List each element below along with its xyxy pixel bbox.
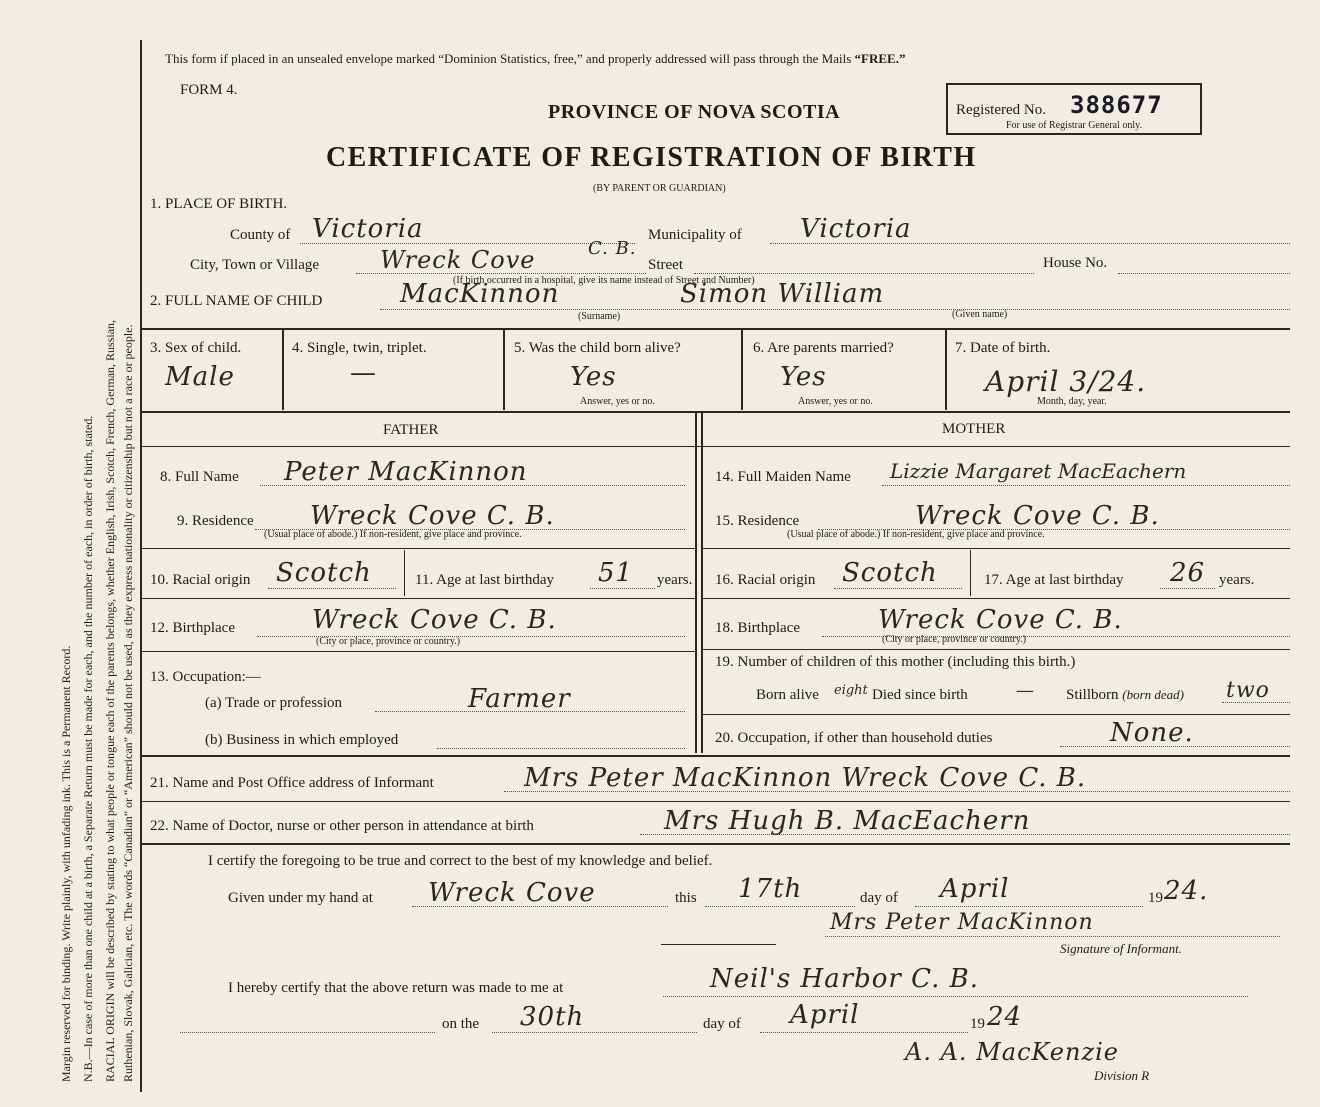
municipality-value: Victoria [800, 214, 912, 244]
house-line [1118, 273, 1290, 274]
margin-rule [140, 40, 142, 1092]
mother-rule-2 [701, 598, 1290, 599]
rule-below-headings [140, 446, 1290, 447]
born-alive-count-value: eight [834, 683, 868, 698]
place-of-birth-heading: 1. PLACE OF BIRTH. [150, 196, 288, 212]
father-trade-value: Farmer [468, 684, 571, 714]
born-alive-count-label: Born alive [756, 687, 819, 703]
informant-signature: Mrs Peter MacKinnon [830, 910, 1094, 935]
sex-label: 3. Sex of child. [150, 340, 242, 356]
father-age-label: 11. Age at last birthday [415, 572, 554, 588]
father-rule-1 [140, 548, 696, 549]
registrar-month-value: April [790, 1000, 860, 1030]
registrar-day-of-label: day of [703, 1016, 741, 1032]
mother-age-label: 17. Age at last birthday [984, 572, 1124, 588]
died-since-birth-label: Died since birth [872, 687, 968, 703]
father-residence-label: 9. Residence [177, 513, 254, 529]
given-name-caption: (Given name) [952, 309, 1008, 320]
municipality-label: Municipality of [648, 227, 742, 243]
date-of-birth-value: April 3/24. [985, 365, 1147, 398]
father-business-label: (b) Business in which employed [205, 732, 399, 748]
form-number: FORM 4. [180, 82, 238, 98]
row3-divider-2 [503, 330, 505, 410]
row3-divider-4 [945, 330, 947, 410]
father-rule-2 [140, 598, 696, 599]
died-since-birth-value: — [1016, 680, 1035, 701]
certification-year-value: 24. [1164, 876, 1209, 906]
mother-abode-caption: (Usual place of abode.) If non-resident, give place and province. [787, 529, 1045, 540]
mother-birthplace-label: 18. Birthplace [715, 620, 800, 636]
mother-name-label: 14. Full Maiden Name [715, 469, 851, 485]
certificate-subtitle: (BY PARENT OR GUARDIAN) [593, 183, 726, 194]
mother-age-line [1160, 588, 1215, 589]
mother-occupation-label: 20. Occupation, if other than household duties [715, 730, 993, 746]
registrar-day-value: 30th [520, 1002, 585, 1032]
mother-rule-1 [701, 548, 1290, 549]
father-heading: FATHER [383, 422, 439, 438]
hospital-note: (If birth occurred in a hospital, give its name instead of Street and Number) [453, 275, 755, 286]
mother-age-value: 26 [1170, 558, 1206, 588]
certification-month-line [915, 906, 1143, 907]
rule-above-row3 [140, 328, 1290, 330]
registrar-signature: A. A. MacKenzie [905, 1038, 1119, 1066]
mother-name-line [882, 485, 1290, 486]
father-years-label: years. [657, 572, 693, 588]
registrar-day-line [492, 1032, 697, 1033]
informant-label: 21. Name and Post Office address of Informant [150, 775, 434, 791]
father-residence-value: Wreck Cove C. B. [310, 501, 555, 531]
stillborn-value: two [1226, 678, 1270, 703]
on-the-label: on the [442, 1016, 480, 1032]
registered-number: 388677 [1070, 91, 1163, 119]
postal-notice: This form if placed in an unsealed envelope marked “Dominion Statistics, free,” and properly addressed will pass through the Mails “FREE.” [165, 51, 906, 66]
certification-separator [661, 944, 776, 945]
parents-married-value: Yes [780, 362, 827, 392]
province-title: PROVINCE OF NOVA SCOTIA [548, 101, 841, 123]
registrar-lead-line [180, 1032, 435, 1033]
mother-rule-4 [701, 714, 1290, 715]
this-label: this [675, 890, 697, 906]
parents-divider-a [695, 413, 697, 753]
mother-occupation-value: None. [1110, 718, 1194, 748]
mother-racial-label: 16. Racial origin [715, 572, 816, 588]
father-name-label: 8. Full Name [160, 469, 239, 485]
mother-racial-divider [970, 550, 971, 596]
stillborn-label [1066, 688, 1184, 703]
given-under-hand-label: Given under my hand at [228, 890, 373, 906]
stillborn-label-text: Stillborn [1066, 687, 1119, 703]
doctor-label: 22. Name of Doctor, nurse or other person in attendance at birth [150, 818, 534, 834]
father-occupation-label: 13. Occupation:— [150, 669, 261, 685]
mother-residence-value: Wreck Cove C. B. [915, 501, 1160, 531]
rule-below-row3 [140, 411, 1290, 413]
father-business-line [437, 748, 685, 749]
mother-heading: MOTHER [942, 421, 1006, 437]
county-label: County of [230, 227, 291, 243]
surname-caption: (Surname) [578, 311, 621, 322]
child-name-label: 2. FULL NAME OF CHILD [150, 293, 323, 309]
plurality-value: — [350, 358, 377, 388]
born-alive-label: 5. Was the child born alive? [514, 340, 681, 356]
street-line [694, 273, 1034, 274]
house-label: House No. [1043, 255, 1108, 271]
city-label: City, Town or Village [190, 257, 320, 273]
stillborn-line [1222, 702, 1290, 703]
informant-value: Mrs Peter MacKinnon Wreck Cove C. B. [524, 763, 1087, 793]
born-alive-caption: Answer, yes or no. [580, 396, 655, 407]
father-racial-line [268, 588, 396, 589]
registrar-month-line [760, 1032, 968, 1033]
sex-value: Male [165, 362, 235, 392]
mother-racial-value: Scotch [842, 558, 938, 588]
sidebar-note-2: N.B.—In case of more than one child at a birth, a Separate Return must be made for each, and the number of each, in order of birth, stated. [81, 415, 95, 1082]
certification-day-value: 17th [738, 874, 803, 904]
registrar-year-value: 24 [987, 1002, 1023, 1032]
parents-married-caption: Answer, yes or no. [798, 396, 873, 407]
certification-day-line [705, 906, 855, 907]
stillborn-note: (born dead) [1122, 687, 1185, 702]
child-surname: MacKinnon [400, 279, 560, 309]
mother-residence-label: 15. Residence [715, 513, 800, 529]
father-age-value: 51 [598, 558, 634, 588]
father-age-line [590, 588, 655, 589]
father-racial-value: Scotch [276, 558, 372, 588]
father-birthplace-label: 12. Birthplace [150, 620, 235, 636]
mother-birthplace-value: Wreck Cove C. B. [878, 605, 1123, 635]
sidebar-note-1: Margin reserved for binding. Write plainly, with unfading ink. This is a Permanent Record. [59, 645, 73, 1082]
registrar-place-line [663, 996, 1248, 997]
city-value: Wreck Cove [380, 246, 536, 274]
certification-day-of-label: day of [860, 890, 898, 906]
mother-name-value: Lizzie Margaret MacEachern [890, 459, 1187, 483]
sidebar-note-4: Ruthenian, Slovak, Galician, etc. The words “Canadian” or “American” should not be used, as they express nationality or citizenship but not a race or people. [121, 324, 135, 1082]
given-place-value: Wreck Cove [428, 878, 596, 908]
parents-married-label: 6. Are parents married? [753, 340, 894, 356]
certificate-title: CERTIFICATE OF REGISTRATION OF BIRTH [326, 142, 977, 173]
informant-signature-line [825, 936, 1280, 937]
certification-month-value: April [940, 874, 1010, 904]
father-birthplace-caption: (City or place, province or country.) [316, 636, 461, 647]
certification-statement: I certify the foregoing to be true and correct to the best of my knowledge and belief. [208, 853, 713, 869]
mother-birthplace-caption: (City or place, province or country.) [882, 634, 1027, 645]
father-racial-divider [404, 550, 405, 596]
row3-divider-3 [741, 330, 743, 410]
informant-signature-caption: Signature of Informant. [1060, 941, 1182, 956]
child-given-name: Simon William [680, 279, 885, 309]
rule-above-doctor [140, 801, 1290, 802]
registration-box [946, 83, 1202, 135]
mother-years-label: years. [1219, 572, 1255, 588]
mother-rule-3 [701, 649, 1290, 650]
county-value: Victoria [312, 214, 424, 244]
row3-divider-1 [282, 330, 284, 410]
father-abode-caption: (Usual place of abode.) If non-resident, give place and province. [264, 529, 522, 540]
sidebar-note-3: RACIAL ORIGIN will be described by stating to what people or tongue each of the parents belongs, whether English, Irish, Scotch, French, German, Russian, [103, 319, 117, 1082]
division-label: Division R [1094, 1068, 1150, 1083]
child-name-line [380, 309, 1290, 310]
father-birthplace-value: Wreck Cove C. B. [312, 605, 557, 635]
certification-year-prefix: 19 [1148, 890, 1163, 906]
rule-above-informant [140, 755, 1290, 757]
father-rule-3 [140, 651, 696, 652]
father-racial-label: 10. Racial origin [150, 572, 251, 588]
registrar-use-note: For use of Registrar General only. [1006, 120, 1142, 131]
city-suffix: C. B. [588, 238, 637, 259]
plurality-label: 4. Single, twin, triplet. [292, 340, 427, 356]
father-trade-label: (a) Trade or profession [205, 695, 343, 711]
registrar-statement: I hereby certify that the above return was made to me at [228, 980, 564, 996]
father-name-value: Peter MacKinnon [284, 457, 528, 487]
mother-children-label: 19. Number of children of this mother (including this birth.) [715, 654, 1076, 670]
parents-divider-b [701, 413, 703, 753]
registered-no-label: Registered No. [956, 102, 1046, 118]
doctor-value: Mrs Hugh B. MacEachern [664, 806, 1031, 836]
mother-racial-line [834, 588, 962, 589]
street-label: Street [648, 257, 683, 273]
rule-above-certification [140, 843, 1290, 845]
date-of-birth-label: 7. Date of birth. [955, 340, 1051, 356]
date-of-birth-caption: Month, day, year. [1037, 396, 1107, 407]
registrar-place-value: Neil's Harbor C. B. [710, 964, 979, 994]
born-alive-value: Yes [570, 362, 617, 392]
registrar-year-prefix: 19 [970, 1016, 985, 1032]
